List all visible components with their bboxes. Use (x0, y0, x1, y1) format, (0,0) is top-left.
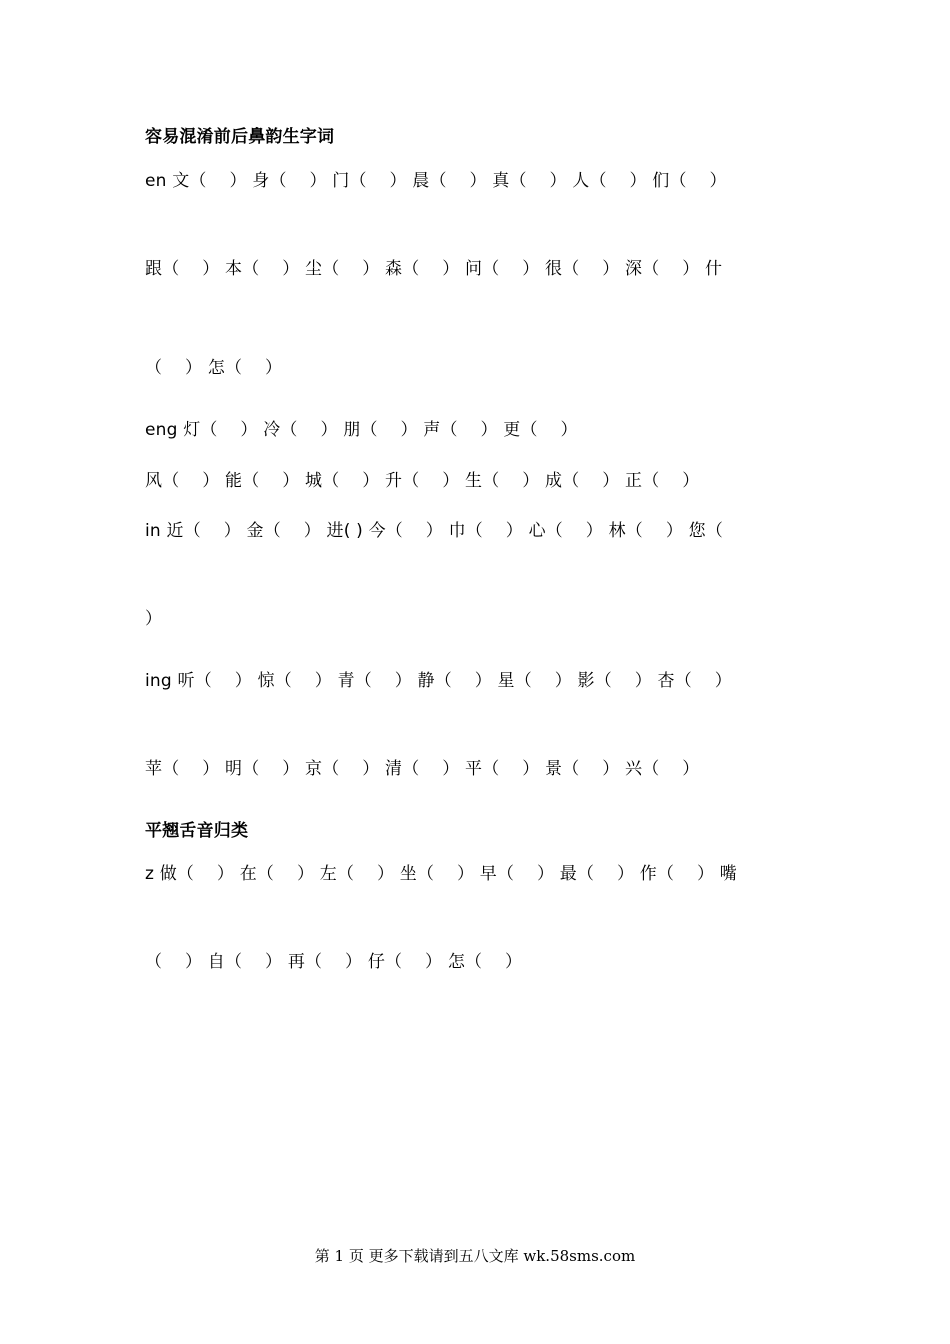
text-line-en-1: en 文（ ） 身（ ） 门（ ） 晨（ ） 真（ ） 人（ ） 们（ ） (145, 171, 727, 191)
text-line-z-2: （ ） 自（ ） 再（ ） 仔（ ） 怎（ ） (145, 952, 523, 972)
text-line-ing-1: ing 听（ ） 惊（ ） 青（ ） 静（ ） 星（ ） 影（ ） 杏（ ） (145, 671, 732, 691)
page-footer: 第 1 页 更多下载请到五八文库 wk.58sms.com (314, 1247, 636, 1265)
text-line-in-1: in 近（ ） 金（ ） 进( ) 今（ ） 巾（ ） 心（ ） 林（ ） 您（ (145, 521, 724, 541)
text-line-en-3: （ ） 怎（ ） (145, 358, 283, 378)
text-line-z-1: z 做（ ） 在（ ） 左（ ） 坐（ ） 早（ ） 最（ ） 作（ ） 嘴 (145, 864, 737, 884)
text-line-eng-2: 风（ ） 能（ ） 城（ ） 升（ ） 生（ ） 成（ ） 正（ ） (145, 471, 700, 491)
text-line-ing-2: 苹（ ） 明（ ） 京（ ） 清（ ） 平（ ） 景（ ） 兴（ ） (145, 759, 700, 779)
text-line-eng-1: eng 灯（ ） 冷（ ） 朋（ ） 声（ ） 更（ ） (145, 420, 578, 440)
text-line-en-2: 跟（ ） 本（ ） 尘（ ） 森（ ） 问（ ） 很（ ） 深（ ） 什 (145, 259, 723, 279)
text-line-in-2: ） (145, 609, 163, 629)
section-heading-nasal: 容易混淆前后鼻韵生字词 (145, 127, 335, 147)
section-heading-retroflex: 平翘舌音归类 (145, 821, 249, 841)
